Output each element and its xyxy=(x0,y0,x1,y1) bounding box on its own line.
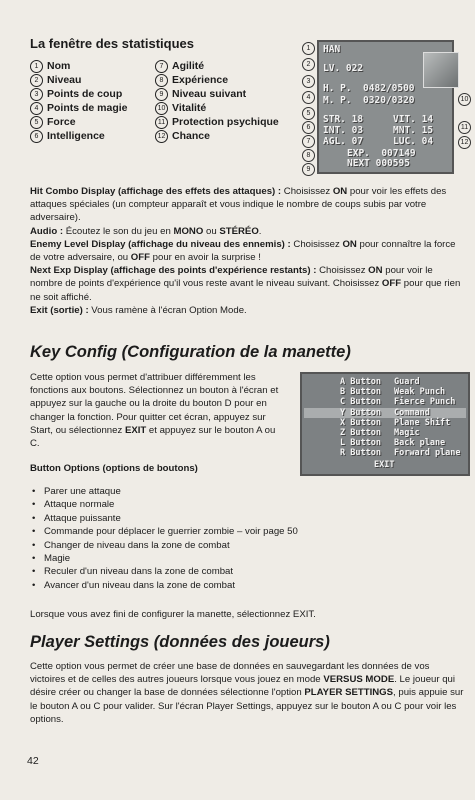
callout-marker: 8 xyxy=(302,149,315,162)
stat-int: INT. 03 xyxy=(323,125,364,136)
button-options-subhead: Button Options (options de boutons) xyxy=(30,463,198,474)
callout-marker: 4 xyxy=(302,91,315,104)
stat-str: STR. 18 xyxy=(323,114,364,125)
options-descriptions xyxy=(30,185,462,317)
stat-level: LV. 022 xyxy=(323,63,364,74)
stat-agl: AGL. 07 xyxy=(323,136,364,147)
kc-row-b: B Button xyxy=(340,387,381,397)
key-config-paragraph: Cette option vous permet d'attribuer différemment les fonctions aux boutons. Sélectionnez un bouton à l'écran et appuyez sur la gauche ou la droite du bouton D pour en changer la fonction. Pour quitter cet écran, appuyez sur Start, ou sélectionnez EXIT et appuyez sur le bouton A ou C. xyxy=(30,372,279,450)
stat-exp: EXP. 007149 xyxy=(347,148,416,159)
kc-row-r: R Button xyxy=(340,448,381,458)
kc-row-c: C Button xyxy=(340,397,381,407)
kc-row-l: L Button xyxy=(340,438,381,448)
selection-highlight xyxy=(304,408,466,418)
stat-mp: M. P. 0320/0320 xyxy=(323,95,415,106)
callout-marker: 10 xyxy=(458,93,471,106)
list-item: • Reculer d'un niveau dans la zone de combat xyxy=(30,565,450,578)
callout-marker: 3 xyxy=(302,75,315,88)
key-config-title: Key Config (Configuration de la manette) xyxy=(30,343,351,361)
callout-marker: 6 xyxy=(302,121,315,134)
stats-window-screenshot xyxy=(317,40,454,174)
callout-marker: 11 xyxy=(458,121,471,134)
key-config-screenshot: A Button Guard B Button Weak Punch C Button Fierce Punch Y Button Command X Button Plane Shift Z Button Magic L Button Back plane R Button Forward plane EXIT xyxy=(300,372,470,476)
kc-row-x: X Button xyxy=(340,418,381,428)
legend-item: 4 Points de magie xyxy=(30,101,128,115)
button-options-list xyxy=(30,485,450,592)
legend-item: 7 Agilité xyxy=(155,59,279,73)
stat-hp: H. P. 0482/0500 xyxy=(323,83,415,94)
stat-name: HAN xyxy=(323,44,341,55)
stat-vit: VIT. 14 xyxy=(393,114,434,125)
legend-item: 10 Vitalité xyxy=(155,101,279,115)
list-item: • Attaque normale xyxy=(30,498,450,511)
callout-marker: 9 xyxy=(302,163,315,176)
kc-row-y: Y Button xyxy=(340,408,381,418)
list-item: • Magie xyxy=(30,552,450,565)
stat-next: NEXT 000595 xyxy=(347,158,410,169)
callout-marker: 2 xyxy=(302,58,315,71)
legend-item: 3 Points de coup xyxy=(30,87,128,101)
legend-item: 2 Niveau xyxy=(30,73,128,87)
list-item: • Attaque puissante xyxy=(30,512,450,525)
legend-item: 11 Protection psychique xyxy=(155,115,279,129)
legend-item: 8 Expérience xyxy=(155,73,279,87)
option-exit: Exit (sortie) : Vous ramène à l'écran Option Mode. xyxy=(30,304,247,316)
stats-legend-left xyxy=(30,59,128,143)
option-hit-combo: Hit Combo Display (affichage des effets des attaques) : Choisissez ON pour voir les effets des attaques spéciales (un compteur apparaît et vous indique le nombre de coups subis par votre adversaire). xyxy=(30,186,447,224)
callout-marker: 12 xyxy=(458,136,471,149)
stats-section-title: La fenêtre des statistiques xyxy=(30,36,194,51)
kc-exit: EXIT xyxy=(374,460,395,470)
list-item: • Avancer d'un niveau dans la zone de combat xyxy=(30,579,450,592)
callout-marker: 5 xyxy=(302,107,315,120)
option-next-exp: Next Exp Display (affichage des points d'expérience restants) : Choisissez ON pour voir le nombre de points d'expérience qu'il vous reste avant le niveau suivant. Choisissez OFF pour que rien ne soit affiché. xyxy=(30,265,461,303)
page-number: 42 xyxy=(27,755,39,767)
legend-item: 5 Force xyxy=(30,115,128,129)
legend-item: 6 Intelligence xyxy=(30,129,128,143)
legend-item: 12 Chance xyxy=(155,129,279,143)
list-item: • Commande pour déplacer le guerrier zombie – voir page 50 xyxy=(30,525,450,538)
character-portrait xyxy=(423,52,459,88)
option-audio: Audio : Écoutez le son du jeu en MONO ou STÉRÉO. xyxy=(30,225,262,237)
player-settings-title: Player Settings (données des joueurs) xyxy=(30,633,330,651)
legend-item: 9 Niveau suivant xyxy=(155,87,279,101)
callout-marker: 7 xyxy=(302,135,315,148)
list-item: • Parer une attaque xyxy=(30,485,450,498)
stats-legend-right xyxy=(155,59,279,143)
stat-mnt: MNT. 15 xyxy=(393,125,434,136)
kc-row-z: Z Button xyxy=(340,428,381,438)
legend-item: 1 Nom xyxy=(30,59,128,73)
callout-marker: 1 xyxy=(302,42,315,55)
player-settings-paragraph: Cette option vous permet de créer une base de données en sauvegardant les données de vos victoires et de celles des autres joueurs lorsque vous jouez en mode VERSUS MODE. Le joueur qui désire créer ou changer la base de données sélectionne l'option PLAYER SETTINGS, puis appuie sur le bouton A ou C pour valider. Sur l'écran Player Settings, appuyez sur le bouton A ou C pour voir les options. xyxy=(30,661,464,725)
list-item: • Changer de niveau dans la zone de combat xyxy=(30,539,450,552)
option-enemy-level: Enemy Level Display (affichage du niveau des ennemis) : Choisissez ON pour connaître la force de votre adversaire, ou OFF pour en avoir la surprise ! xyxy=(30,238,456,264)
kc-row-a: A Button xyxy=(340,377,381,387)
stat-luc: LUC. 04 xyxy=(393,136,434,147)
key-config-closing: Lorsque vous avez fini de configurer la manette, sélectionnez EXIT. xyxy=(30,609,316,620)
